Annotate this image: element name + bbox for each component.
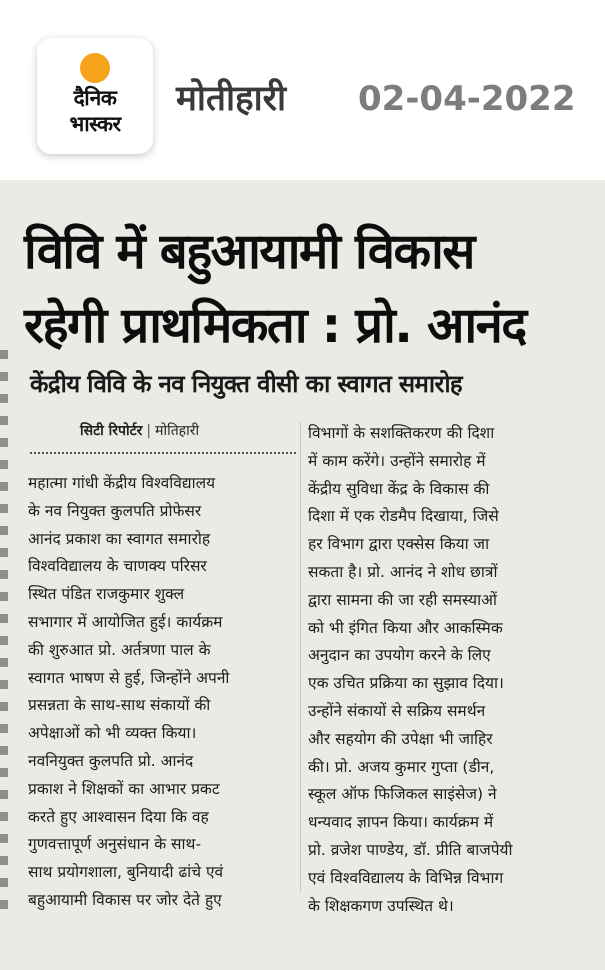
text-line: स्कूल ऑफ फिजिकल साइंसेज) ने <box>308 785 497 804</box>
text-line: एक उचित प्रक्रिया का सुझाव दिया। <box>308 674 504 693</box>
text-line: धन्यवाद ज्ञापन किया। कार्यक्रम में <box>308 813 494 832</box>
text-line: को भी इंगित किया और आकस्मिक <box>308 618 503 637</box>
text-line: अपेक्षाओं को भी व्यक्त किया। <box>28 724 197 743</box>
text-line: उन्होंने संकायों से सक्रिय समर्थन <box>308 701 486 720</box>
text-line: केंद्रीय सुविधा केंद्र के विकास की <box>308 479 490 498</box>
logo-text-line1: दैनिक <box>73 86 117 110</box>
byline <box>80 420 199 442</box>
text-line: प्रकाश ने शिक्षकों का आभार प्रकट <box>28 779 220 798</box>
page-header <box>0 0 605 180</box>
byline-location: मोतिहारी <box>155 423 200 439</box>
text-line: अनुदान का उपयोग करने के लिए <box>308 646 491 665</box>
text-line: गुणवत्तापूर्ण अनुसंधान के साथ- <box>28 835 202 854</box>
text-line: प्रसन्नता के साथ-साथ संकायों की <box>28 696 211 715</box>
text-line: एवं विश्वविद्यालय के विभिन्न विभाग <box>308 868 504 887</box>
text-line: साथ प्रयोगशाला, बुनियादी ढांचे एवं <box>28 863 224 882</box>
headline-line1: विवि में बहुआयामी विकास <box>24 223 474 280</box>
headline-line2: रहेगी प्राथमिकता : प्रो. आनंद <box>24 297 526 354</box>
article-column-left <box>28 470 298 915</box>
edition-date: 02-04-2022 <box>358 79 576 119</box>
byline-separator: | <box>146 423 152 439</box>
text-line: विभागों के सशक्तिकरण की दिशा <box>308 424 495 442</box>
text-line: की। प्रो. अजय कुमार गुप्ता (डीन, <box>308 757 495 776</box>
text-line: के नव नियुक्त कुलपति प्रोफेसर <box>28 501 202 520</box>
text-line: और सहयोग की उपेक्षा भी जाहिर <box>308 729 493 748</box>
article-column-right <box>308 420 578 920</box>
text-line: नवनियुक्त कुलपति प्रो. आनंद <box>28 751 194 770</box>
text-line: महात्मा गांधी केंद्रीय विश्वविद्यालय <box>28 474 216 492</box>
subheadline: केंद्रीय विवि के नव नियुक्त वीसी का स्वागत समारोह <box>30 370 463 398</box>
text-line: प्रो. व्रजेश पाण्डेय, डॉ. प्रीति बाजपेयी <box>308 840 513 859</box>
text-line: सभागार में आयोजित हुई। कार्यक्रम <box>28 612 223 631</box>
text-line: स्वागत भाषण से हुई, जिन्होंने अपनी <box>28 668 230 687</box>
byline-divider <box>30 452 296 454</box>
text-line: आनंद प्रकाश का स्वागत समारोह <box>28 529 211 548</box>
text-line: के शिक्षकगण उपस्थित थे। <box>308 896 454 915</box>
text-line: स्थित पंडित राजकुमार शुक्ल <box>28 585 185 604</box>
text-line: बहुआयामी विकास पर जोर देते हुए <box>28 890 222 909</box>
adjacent-column-edge <box>0 350 8 910</box>
text-line: सकता है। प्रो. आनंद ने शोध छात्रों <box>308 562 498 581</box>
text-line: की शुरुआत प्रो. अर्तत्रणा पाल के <box>28 640 211 659</box>
logo-text-line2: भास्कर <box>69 112 121 136</box>
byline-reporter: सिटी रिपोर्टर <box>80 423 143 439</box>
text-line: विश्वविद्यालय के चाणक्य परिसर <box>28 557 207 576</box>
sun-icon <box>80 53 110 83</box>
text-line: में काम करेंगे। उन्होंने समारोह में <box>308 451 486 470</box>
text-line: करते हुए आश्वासन दिया कि वह <box>28 807 209 826</box>
column-divider <box>300 422 301 892</box>
edition-city: मोतीहारी <box>176 79 287 119</box>
text-line: दिशा में एक रोडमैप दिखाया, जिसे <box>308 507 499 526</box>
text-line: हर विभाग द्वारा एक्सेस किया जा <box>308 535 490 554</box>
text-line: द्वारा सामना की जा रही समस्याओं <box>308 590 497 609</box>
